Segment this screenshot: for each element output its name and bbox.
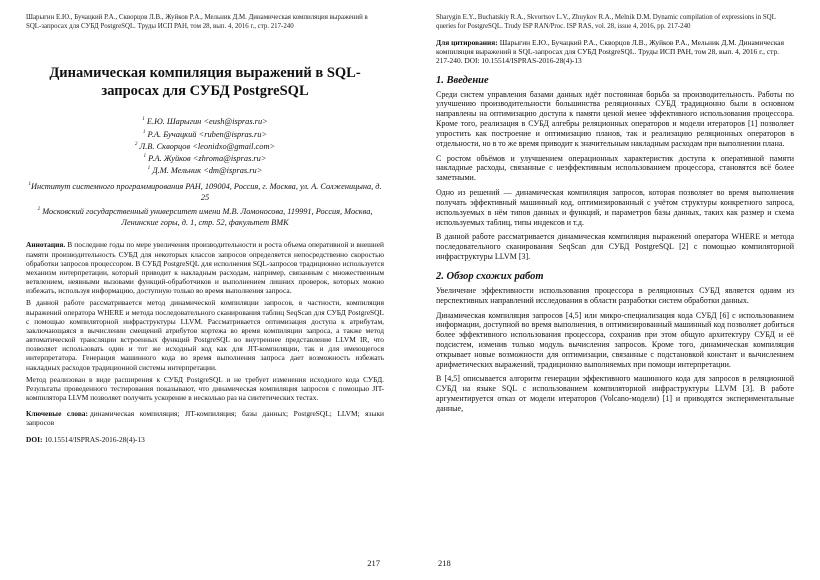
abstract-paragraph: Метод реализован в виде расширения к СУБД PostgreSQL и не требует изменения исходного кода СУБД. Результаты проведенного тестирования показывают, что динамическая компиляция запросов с помощью JIT-компилятора LLVM позволяет получить ускорение в несколько раз на синтетических тестах. xyxy=(26,374,384,403)
author-email: <leonidxo@gmail.com> xyxy=(192,141,276,151)
citation-paragraph xyxy=(436,38,794,66)
running-header-right: Sharygin E.Y., Buchatskiy R.A., Skvortsov L.V., Zhuykov R.A., Melnik D.M. Dynamic compilation of expressions in SQL queries for PostgreSQL. Trudy ISP RAN/Proc. ISP RAS, vol. 28, issue 4, 2016, pp. 217-240 xyxy=(436,14,776,31)
author-line xyxy=(26,141,384,153)
affiliation-text: Московский государственный университет имени М.В. Ломоносова, 119991, Россия, Москва, Ленинские горы, д. 1, стр. 52, факультет ВМК xyxy=(42,206,373,227)
author-email: <ruben@ispras.ru> xyxy=(198,129,268,139)
author-name: Д.М. Мельник xyxy=(152,166,201,176)
affiliation-mark: 2 xyxy=(37,206,41,213)
author-line xyxy=(26,165,384,177)
author-name: Р.А. Бучацкий xyxy=(147,129,197,139)
author-line xyxy=(26,129,384,141)
affiliation-mark: 1 xyxy=(28,181,31,188)
authors-block xyxy=(26,116,384,177)
author-line xyxy=(26,153,384,165)
page-218 xyxy=(410,0,820,580)
page-number: 217 xyxy=(367,558,380,568)
running-header-left: Шарыгин Е.Ю., Бучацкий Р.А., Скворцов Л.В., Жуйков Р.А., Мельник Д.М. Динамическая компиляция выражений в SQL-запросах для СУБД PostgreSQL. Труды ИСП РАН, том 28, вып. 4, 2016 г., стр. 217-240 xyxy=(26,14,368,31)
author-name: Л.В. Скворцов xyxy=(139,141,191,151)
keywords-line xyxy=(26,409,384,427)
author-affiliation-mark: 1 xyxy=(143,153,147,160)
affiliation xyxy=(26,182,384,204)
doi-line xyxy=(26,435,384,444)
author-affiliation-mark: 1 xyxy=(142,128,146,135)
author-line xyxy=(26,116,384,128)
author-affiliation-mark: 1 xyxy=(147,165,151,172)
abstract-paragraph: В данной работе рассматривается метод динамической компиляции запросов, в частности, компиляция выражений оператора WHERE и метода последовательного сканирования таблиц SeqScan для СУБД PostgreSQL с помощью компиляторной инфраструктуры LLVM. Рассматривается оптимизация доступа к атрибутам, заключающаяся в вычислении смещений атрибутов кортежа во время компиляции запроса, а также метод автоматической трансляции встроенных функций PostgreSQL во внутреннее представление LLVM IR, что позволяет использовать один и тот же исходный код как для JIT-компиляции, так и для имеющегося интерпретатора. Генерация машинного кода во время выполнения запроса дает возможность избежать накладных расходов традиционной системы интерпретации. xyxy=(26,298,384,372)
abstract-label: Аннотация. xyxy=(26,240,66,250)
doi-label: DOI: xyxy=(26,434,43,444)
section-2-paragraph: В [4,5] описывается алгоритм генерации эффективного машинного кода для запросов в реляционной СУБД на языке SQL с использованием компиляторной инфраструктуры LLVM [3]. В работе аргументируется отказ от модели итераторов (Volcano-модели) [1] и приводятся экспериментальные данные, xyxy=(436,374,794,413)
paper-title: Динамическая компиляция выражений в SQL-запросах для СУБД PostgreSQL xyxy=(49,64,361,100)
keywords-text: динамическая компиляция; JIT-компиляция; базы данных; PostgreSQL; LLVM; языки запросов xyxy=(26,409,384,428)
doi-value: 10.15514/ISPRAS-2016-28(4)-13 xyxy=(44,434,145,444)
section-2-paragraph: Динамическая компиляция запросов [4,5] или микро-специализация кода СУБД [6] с использованием информации, доступной во время выполнения, в оптимизированный машинный код позволяет добиться более эффективного использования процессора, сохранив при этом общую архитектуру СУБД и её подсистем, изменив только модуль вычисления запросов. Кроме того, динамическая компиляция открывает новые возможности для оптимизации, связанные с подстановкой констант и вычислением арифметических выражений, традиционно выполняемых при помощи интерпретации. xyxy=(436,310,794,369)
author-affiliation-mark: 1 xyxy=(142,116,145,123)
affiliation xyxy=(26,207,384,229)
citation-label: Для цитирования: xyxy=(436,37,498,47)
abstract-text: В последние годы по мере увеличения производительности и роста объема оперативной и внешней памяти производительность СУБД для некоторых классов запросов определяется непосредственно скоростью обработки запросов процессором. В СУБД PostgreSQL для исполнения SQL-запросов традиционно используется механизм интерпретации, который приводит к накладным расходам, например, связанным с множественным ветвлением, неявными вызовами функций-обработчиков и выполнением лишних проверок, которых можно избежать, используя информацию, доступную только во время выполнения запроса. xyxy=(26,240,384,296)
author-name: Р.А. Жуйков xyxy=(148,153,191,163)
author-email: <zhroma@ispras.ru> xyxy=(192,153,267,163)
section-1-paragraph: Одно из решений — динамическая компиляция запросов, которая позволяет во время выполнения получать эффективный машинный код, оптимизированный с учётом структуры конкретного запроса, используемых в нём типов данных и функций, и параметров базы данных, таких как размер и схема используемых таблиц, типы индексов и т.д. xyxy=(436,188,794,227)
section-1-paragraph: Среди систем управления базами данных идёт постоянная борьба за производительность. Работы по улучшению производительности большинства реляционных СУБД традиционно были в основном направлены на оптимизацию доступа к памяти ценой менее эффективного использования процессора. Кроме того, реализация в СУБД алгебры реляционных операторов и модели итераторов [1] позволяет упростить как построение и оптимизацию планов, так и реализацию реляционных операторов в отдельности, но в то же время приводит к значительным накладным расходам при выполнении плана. xyxy=(436,89,794,148)
section-1-paragraph: С ростом объёмов и улучшением операционных характеристик доступа к оперативной памяти накладные расходы, связанные с неэффективным использованием процессора, становятся всё более заметными. xyxy=(436,153,794,183)
author-name: Е.Ю. Шарыгин xyxy=(146,117,202,127)
section-1-paragraph: В данной работе рассматривается динамическая компиляция выражений оператора WHERE и метода последовательного сканирования SeqScan для СУБД PostgreSQL [2] с помощью компиляторной инфраструктуры LLVM [3]. xyxy=(436,232,794,262)
author-email: <eush@ispras.ru> xyxy=(203,117,268,127)
author-email: <dm@ispras.ru> xyxy=(203,166,263,176)
keywords-label: Ключевые слова: xyxy=(26,409,88,419)
abstract-paragraph xyxy=(26,240,384,295)
page-number: 218 xyxy=(438,558,451,568)
section-heading-introduction: 1. Введение xyxy=(436,74,489,86)
section-2-paragraph: Увеличение эффективности использования процессора в реляционных СУБД является одним из перспективных направлений исследования в области разработки систем обработки данных. xyxy=(436,285,794,305)
author-affiliation-mark: 2 xyxy=(134,140,138,147)
abstract-block xyxy=(26,240,384,402)
affiliations-block xyxy=(26,182,384,228)
section-heading-related-work: 2. Обзор схожих работ xyxy=(436,270,544,282)
citation-text: Шарыгин Е.Ю., Бучацкий Р.А., Скворцов Л.В., Жуйков Р.А., Мельник Д.М. Динамическая компиляция выражений в SQL-запросах для СУБД PostgreSQL. Труды ИСП РАН, том 28, вып. 4, 2016 г., стр. 217-240. DOI: 10.15514/ISPRAS-2016-28(4)-13 xyxy=(436,37,784,66)
affiliation-text: Институт системного программирования РАН, 109004, Россия, г. Москва, ул. А. Солженицына, д. 25 xyxy=(30,182,382,203)
